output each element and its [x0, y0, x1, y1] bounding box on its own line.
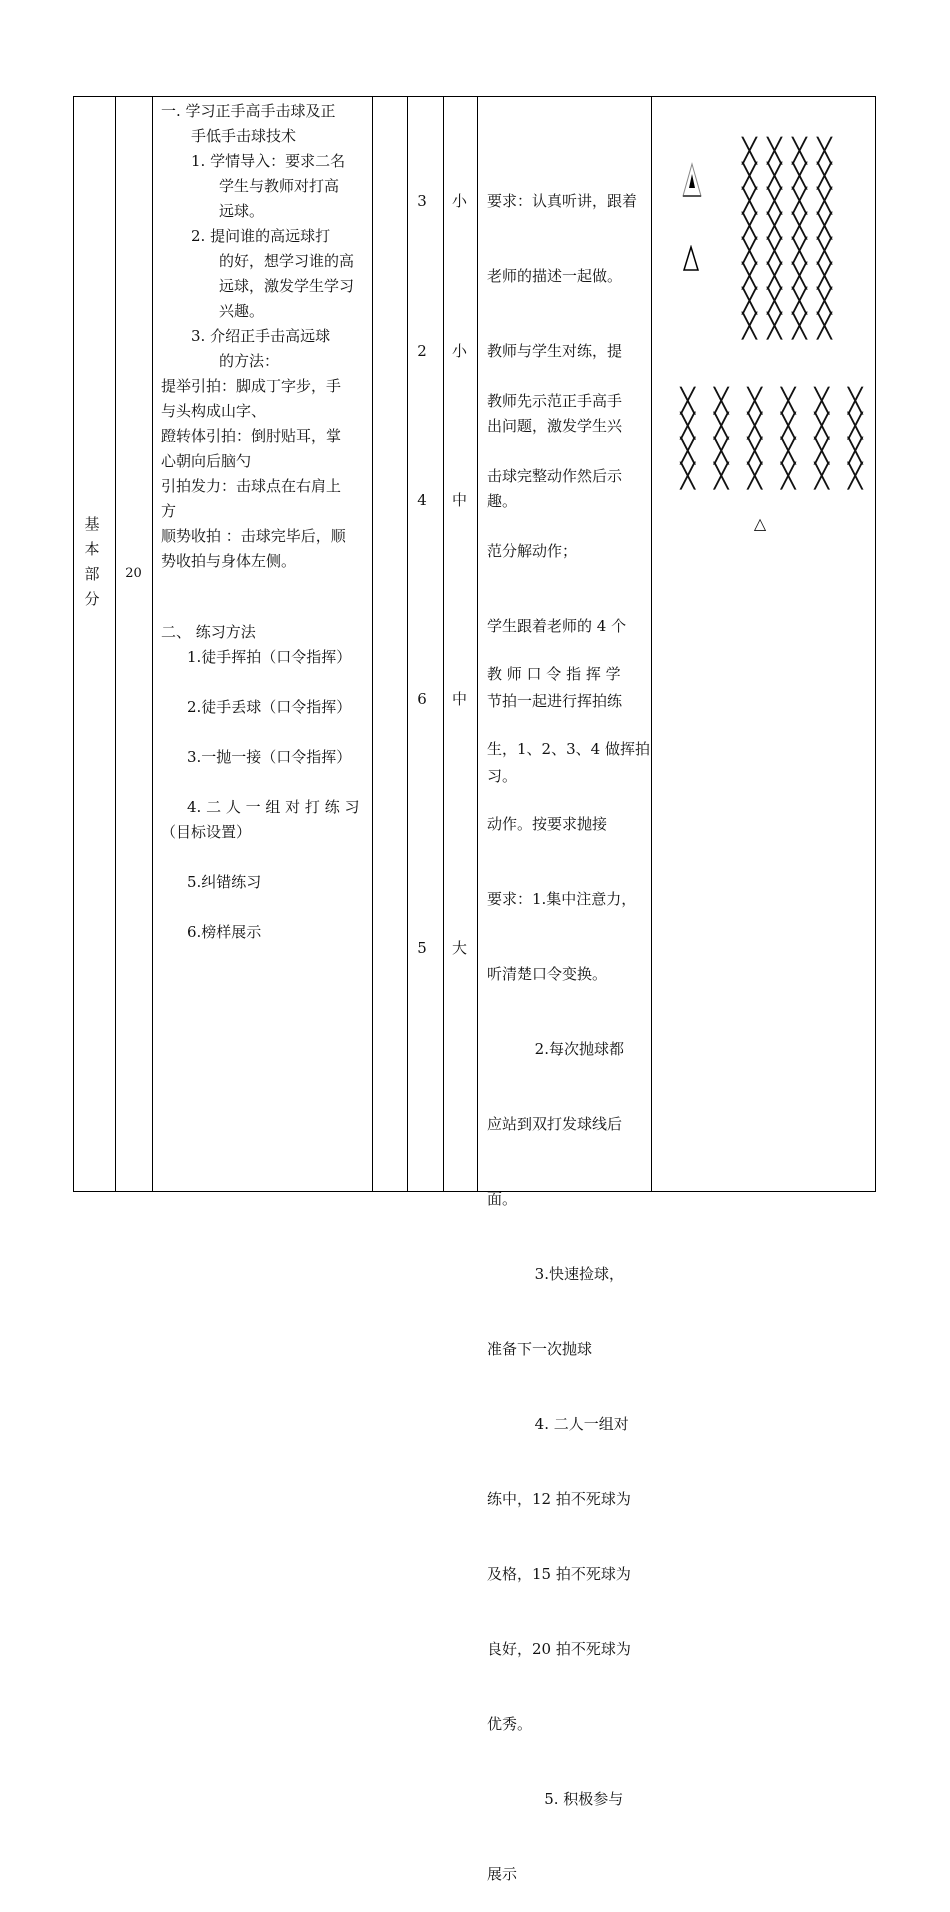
student-cross-icon: ╳: [767, 287, 782, 315]
student-cross-icon: ╳: [767, 187, 782, 215]
formation-row: [737, 164, 837, 189]
requirement-line: 教师与学生对练，提: [487, 342, 623, 360]
requirement-line: 听清楚口令变换。: [487, 965, 608, 983]
student-cross-icon: ╳: [767, 137, 782, 165]
student-cross-icon: ╳: [767, 212, 782, 240]
requirement-line: 击球完整动作然后示: [487, 467, 623, 485]
formation-row: [737, 214, 837, 239]
content-line: 学生与教师对打高: [219, 177, 340, 195]
requirement-line: 趣。: [487, 492, 518, 510]
formation-row: [671, 464, 872, 489]
student-cross-icon: ╳: [680, 412, 695, 440]
content-line: 兴趣。: [219, 302, 265, 320]
student-cross-icon: ╳: [848, 412, 863, 440]
student-cross-icon: ╳: [714, 412, 729, 440]
content-line: 顺势收拍 ：击球完毕后，顺: [161, 527, 346, 545]
requirement-line: 教师先示范正手高手: [487, 392, 623, 410]
requirement-line: 4. 二人一组对: [487, 1415, 629, 1433]
column-divider: [477, 97, 478, 1191]
student-cross-icon: ╳: [680, 387, 695, 415]
content-line: 3. 介绍正手击高远球: [191, 327, 331, 345]
requirement-line: 习。: [487, 767, 518, 785]
formation-row: [671, 439, 872, 464]
student-cross-icon: ╳: [817, 162, 832, 190]
requirement-line: 教 师 口 令 指 挥 学: [487, 665, 621, 683]
requirement-line: 出问题，激发学生兴: [487, 417, 623, 435]
requirement-line: 5. 积极参与: [487, 1790, 624, 1808]
formation-row: [737, 239, 837, 264]
column-divider: [443, 97, 444, 1191]
requirement-line: 良好，20 拍不死球为: [487, 1640, 631, 1658]
section-label: [82, 512, 102, 612]
teacher-position-icon: △: [753, 514, 767, 533]
content-methods: [161, 374, 346, 574]
formation-row: [737, 264, 837, 289]
formation-row: [671, 389, 872, 414]
column-divider: [152, 97, 153, 1191]
row-intensity: 中: [451, 491, 467, 509]
requirement-line: 生，1、2、3、4 做挥拍: [487, 740, 650, 758]
student-cross-icon: ╳: [680, 462, 695, 490]
row-count: 4: [417, 491, 427, 509]
content-line: 心朝向后脑勺: [161, 452, 252, 470]
requirement-line: 要求：1.集中注意力，: [487, 890, 637, 908]
student-cross-icon: ╳: [742, 287, 757, 315]
student-cross-icon: ╳: [817, 262, 832, 290]
student-cross-icon: ╳: [767, 312, 782, 340]
section-label-char: 本: [84, 540, 100, 558]
section-label-char: 部: [84, 565, 100, 583]
requirement-line: 优秀。: [487, 1715, 533, 1733]
student-cross-icon: ╳: [792, 262, 807, 290]
requirement-line: 练中，12 拍不死球为: [487, 1490, 631, 1508]
row-intensity: 小: [451, 192, 467, 210]
practice-item: 1.徒手挥拍（口令指挥）: [187, 648, 352, 666]
row-intensity: 大: [451, 939, 467, 957]
student-formation-bottom: [671, 389, 872, 489]
content-line: 的好，想学习谁的高: [219, 252, 355, 270]
content-line: 4. 二 人 一 组 对 打 练 习: [187, 798, 360, 816]
content-item-3: [191, 324, 330, 374]
practice-item: 6.榜样展示: [187, 923, 262, 941]
row-count: 5: [417, 939, 427, 957]
content-heading-2: 二、 练习方法: [161, 623, 256, 641]
requirement-line: 及格，15 拍不死球为: [487, 1565, 631, 1583]
student-cross-icon: ╳: [814, 437, 829, 465]
row-count: 3: [417, 192, 427, 210]
formation-row: [671, 414, 872, 439]
student-cross-icon: ╳: [747, 412, 762, 440]
requirement-line: 学生跟着老师的 4 个: [487, 617, 627, 635]
content-line: 远球。: [219, 202, 265, 220]
teacher-solid-triangle-icon: [679, 162, 705, 202]
student-cross-icon: ╳: [792, 287, 807, 315]
row-count: 2: [417, 342, 427, 360]
practice-item: 5.纠错练习: [187, 873, 262, 891]
content-line: 与头构成山字、: [161, 402, 267, 420]
content-line: 引拍发力：击球点在右肩上: [161, 477, 342, 495]
student-cross-icon: ╳: [792, 137, 807, 165]
content-item-2: [191, 224, 354, 324]
student-cross-icon: ╳: [817, 212, 832, 240]
teacher-outline-triangle-icon: [681, 245, 701, 273]
student-cross-icon: ╳: [714, 462, 729, 490]
content-line: 2. 提问谁的高远球打: [191, 227, 331, 245]
student-cross-icon: ╳: [742, 137, 757, 165]
content-line: 手低手击球技术: [191, 127, 297, 145]
student-cross-icon: ╳: [792, 312, 807, 340]
student-cross-icon: ╳: [742, 212, 757, 240]
student-cross-icon: ╳: [817, 237, 832, 265]
student-cross-icon: ╳: [817, 287, 832, 315]
requirement-line: 范分解动作；: [487, 542, 578, 560]
practice-item: 3.一抛一接（口令指挥）: [187, 748, 352, 766]
student-cross-icon: ╳: [792, 212, 807, 240]
student-cross-icon: ╳: [767, 262, 782, 290]
student-cross-icon: ╳: [742, 187, 757, 215]
student-cross-icon: ╳: [792, 237, 807, 265]
student-cross-icon: ╳: [747, 387, 762, 415]
student-cross-icon: ╳: [792, 162, 807, 190]
student-cross-icon: ╳: [714, 387, 729, 415]
content-line: 的方法：: [219, 352, 280, 370]
student-cross-icon: ╳: [817, 312, 832, 340]
student-cross-icon: ╳: [680, 437, 695, 465]
section-label-char: 分: [84, 590, 100, 608]
student-cross-icon: ╳: [814, 412, 829, 440]
formation-row: [737, 314, 837, 339]
requirement-line: 应站到双打发球线后: [487, 1115, 623, 1133]
requirements-block-3: [487, 612, 650, 1912]
content-line: （目标设置）: [161, 823, 252, 841]
student-formation-top: [737, 139, 837, 339]
row-intensity: 小: [451, 342, 467, 360]
student-cross-icon: ╳: [848, 387, 863, 415]
student-cross-icon: ╳: [742, 312, 757, 340]
row-intensity: 中: [451, 690, 467, 708]
requirement-line: 老师的描述一起做。: [487, 267, 623, 285]
student-cross-icon: ╳: [781, 412, 796, 440]
practice-item: 2.徒手丢球（口令指挥）: [187, 698, 352, 716]
content-line: 方: [161, 502, 177, 520]
student-cross-icon: ╳: [714, 437, 729, 465]
student-cross-icon: ╳: [742, 162, 757, 190]
content-line: 势收拍与身体左侧。: [161, 552, 297, 570]
content-heading-1: [161, 99, 336, 149]
formation-row: [737, 289, 837, 314]
student-cross-icon: ╳: [781, 387, 796, 415]
content-line: 1. 学情导入：要求二名: [191, 152, 346, 170]
requirement-line: 2.每次抛球都: [487, 1040, 624, 1058]
student-cross-icon: ╳: [848, 437, 863, 465]
student-cross-icon: ╳: [814, 462, 829, 490]
row-count: 6: [417, 690, 427, 708]
content-line: 蹬转体引拍：倒肘贴耳，掌: [161, 427, 342, 445]
content-item-1: [191, 149, 345, 224]
requirement-line: 节拍一起进行挥拍练: [487, 692, 623, 710]
requirement-line: 准备下一次抛球: [487, 1340, 593, 1358]
column-divider: [407, 97, 408, 1191]
formation-row: [737, 189, 837, 214]
practice-item: [161, 795, 359, 845]
requirement-line: 展示: [487, 1865, 518, 1883]
student-cross-icon: ╳: [781, 462, 796, 490]
content-line: 提举引拍：脚成丁字步，手: [161, 377, 342, 395]
student-cross-icon: ╳: [767, 162, 782, 190]
content-line: 一. 学习正手高手击球及正: [161, 102, 336, 120]
requirement-line: 面。: [487, 1190, 518, 1208]
student-cross-icon: ╳: [814, 387, 829, 415]
student-cross-icon: ╳: [848, 462, 863, 490]
content-line: 远球，激发学生学习: [219, 277, 355, 295]
section-time: 20: [125, 566, 142, 581]
column-divider: [372, 97, 373, 1191]
requirement-line: 3.快速捡球，: [487, 1265, 624, 1283]
student-cross-icon: ╳: [742, 262, 757, 290]
student-cross-icon: ╳: [747, 462, 762, 490]
section-label-char: 基: [84, 515, 100, 533]
student-cross-icon: ╳: [817, 137, 832, 165]
student-cross-icon: ╳: [817, 187, 832, 215]
formation-row: [737, 139, 837, 164]
student-cross-icon: ╳: [781, 437, 796, 465]
requirement-line: 要求：认真听讲，跟着: [487, 192, 638, 210]
student-cross-icon: ╳: [767, 237, 782, 265]
column-divider: [651, 97, 652, 1191]
requirement-line: 动作。按要求抛接: [487, 815, 608, 833]
column-divider: [115, 97, 116, 1191]
student-cross-icon: ╳: [792, 187, 807, 215]
student-cross-icon: ╳: [747, 437, 762, 465]
student-cross-icon: ╳: [742, 237, 757, 265]
